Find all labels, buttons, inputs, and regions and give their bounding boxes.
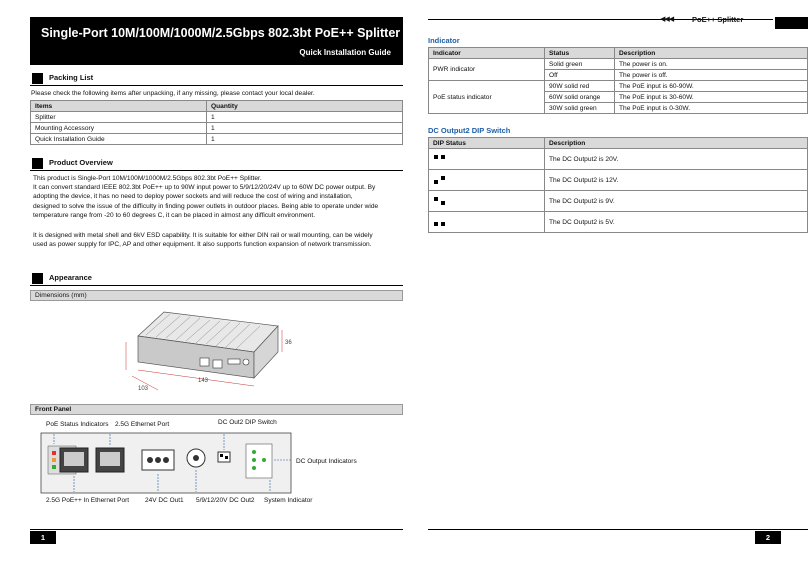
dip-lever-up [434, 155, 438, 159]
page-right [412, 0, 808, 561]
poe-status-indicators-label: PoE Status Indicators [46, 421, 109, 428]
table-cell: 90W solid red [545, 81, 615, 92]
table-header-row [429, 138, 808, 149]
table-cell: 1 [207, 123, 403, 134]
dc-output-indicators-label: DC Output Indicators [296, 458, 357, 465]
column-header: Description [615, 48, 808, 59]
indicator-heading: Indicator [428, 36, 460, 45]
ethernet-port-label: 2.5G Ethernet Port [115, 421, 170, 428]
table-row [429, 59, 808, 70]
dip-lever-down [434, 180, 438, 184]
table-cell: 30W solid green [545, 103, 615, 114]
dim-width-label: 143 [198, 378, 209, 384]
dip-lever-up [441, 155, 445, 159]
table-row [31, 134, 403, 145]
table-row [429, 170, 808, 191]
section-title: Product Overview [49, 158, 113, 167]
table-cell: PoE status indicator [429, 81, 545, 114]
section-square-icon [32, 158, 43, 169]
product-overview-heading [30, 158, 403, 171]
table-cell: Splitter [31, 112, 207, 123]
table-cell: 60W solid orange [545, 92, 615, 103]
dim-height-label: 36 [285, 340, 292, 346]
dip-switch-icon [433, 175, 447, 185]
device-dimension-drawing [118, 300, 308, 400]
dip-switch-icon [433, 217, 447, 227]
column-header: Status [545, 48, 615, 59]
front-panel-drawing [40, 432, 300, 494]
overview-paragraph-3: It is designed with metal shell and 6kV ESD capability. It is suitable for either DIN rail or wall mounting, can be widely used as power supply for IPC, AP and other equipment. It also supports function expansion of network transmission. [33, 232, 373, 249]
overview-paragraph-2: It can convert standard IEEE 802.3bt PoE++ up to 90W input power to 5/9/12/20/24V up to 60W DC power output. By adopting the device, it has no need to deploy power sockets and will reduce the cost of wiring and installation, designed to solve the issue of the difficulty in finding power outlets in outdoor places. Being able to operate under wide temperature range from -20 to 60 degrees C, it can be placed in almost any difficult environment. [33, 184, 379, 220]
column-header: Items [31, 101, 207, 112]
footer-rule [30, 529, 403, 530]
dc-out1-label: 24V DC Out1 [145, 497, 184, 504]
table-row [429, 149, 808, 170]
front-panel-heading: Front Panel [30, 404, 403, 415]
table-cell: The PoE input is 60-90W. [615, 81, 808, 92]
packing-table [30, 100, 403, 145]
dip-switch-icon [433, 154, 447, 164]
packing-intro: Please check the following items after unpacking, if any missing, please contact your local dealer. [31, 90, 315, 97]
table-cell: 1 [207, 134, 403, 145]
section-title: Appearance [49, 273, 92, 282]
system-indicator-label: System Indicator [264, 497, 313, 504]
table-cell: The DC Output2 is 20V. [545, 149, 808, 170]
section-title: Packing List [49, 73, 94, 82]
dip-lever-up [441, 176, 445, 180]
dip-status-cell [429, 170, 545, 191]
table-cell: 1 [207, 112, 403, 123]
indicator-table [428, 47, 808, 114]
dimensions-label: Dimensions (mm) [30, 290, 403, 301]
column-header: DIP Status [429, 138, 545, 149]
dip-status-cell [429, 212, 545, 233]
document-title: Single-Port 10M/100M/1000M/2.5Gbps 802.3bt PoE++ Splitter [41, 26, 401, 40]
table-cell: Quick Installation Guide [31, 134, 207, 145]
triangle-arrows-icon: ◀◀◀ [660, 16, 674, 23]
dip-switch-label: DC Out2 DIP Switch [218, 419, 277, 426]
table-cell: The power is off. [615, 70, 808, 81]
table-cell: The DC Output2 is 12V. [545, 170, 808, 191]
page-number: 2 [755, 531, 781, 544]
dip-switch-heading: DC Output2 DIP Switch [428, 126, 511, 135]
table-cell: The power is on. [615, 59, 808, 70]
dip-status-cell [429, 149, 545, 170]
dip-lever-down [434, 222, 438, 226]
dc-out2-label: 5/9/12/20V DC Out2 [196, 497, 255, 504]
dip-lever-up [434, 197, 438, 201]
table-header-row [31, 101, 403, 112]
poe-in-port-label: 2.5G PoE++ In Ethernet Port [46, 497, 130, 504]
table-cell: Solid green [545, 59, 615, 70]
document-subtitle: Quick Installation Guide [299, 48, 391, 57]
column-header: Description [545, 138, 808, 149]
table-row [429, 212, 808, 233]
table-header-row [429, 48, 808, 59]
running-header-label: PoE++ Splitter [692, 15, 744, 24]
dim-depth-label: 103 [138, 386, 149, 392]
packing-list-heading [30, 73, 403, 86]
table-row [429, 81, 808, 92]
dip-status-cell [429, 191, 545, 212]
table-cell: The PoE input is 0-30W. [615, 103, 808, 114]
overview-paragraph-1: This product is Single-Port 10M/100M/1000M/2.5Gbps 802.3bt PoE++ Splitter. [33, 175, 262, 182]
dip-lever-down [441, 222, 445, 226]
table-cell: Mounting Accessory [31, 123, 207, 134]
table-cell: The PoE input is 30-60W. [615, 92, 808, 103]
page-number: 1 [30, 531, 56, 544]
section-square-icon [32, 73, 43, 84]
appearance-heading [30, 273, 403, 286]
table-cell: The DC Output2 is 5V. [545, 212, 808, 233]
table-cell: Off [545, 70, 615, 81]
title-bar [30, 17, 403, 65]
column-header: Indicator [429, 48, 545, 59]
table-row [31, 112, 403, 123]
header-black-tab [775, 17, 808, 29]
table-cell: The DC Output2 is 9V. [545, 191, 808, 212]
column-header: Quantity [207, 101, 403, 112]
table-row [429, 191, 808, 212]
dip-switch-table [428, 137, 808, 233]
page-left [0, 0, 403, 561]
footer-rule [428, 529, 808, 530]
running-header [428, 15, 773, 24]
dip-lever-down [441, 201, 445, 205]
dip-switch-icon [433, 196, 447, 206]
section-square-icon [32, 273, 43, 284]
table-cell: PWR indicator [429, 59, 545, 81]
table-row [31, 123, 403, 134]
